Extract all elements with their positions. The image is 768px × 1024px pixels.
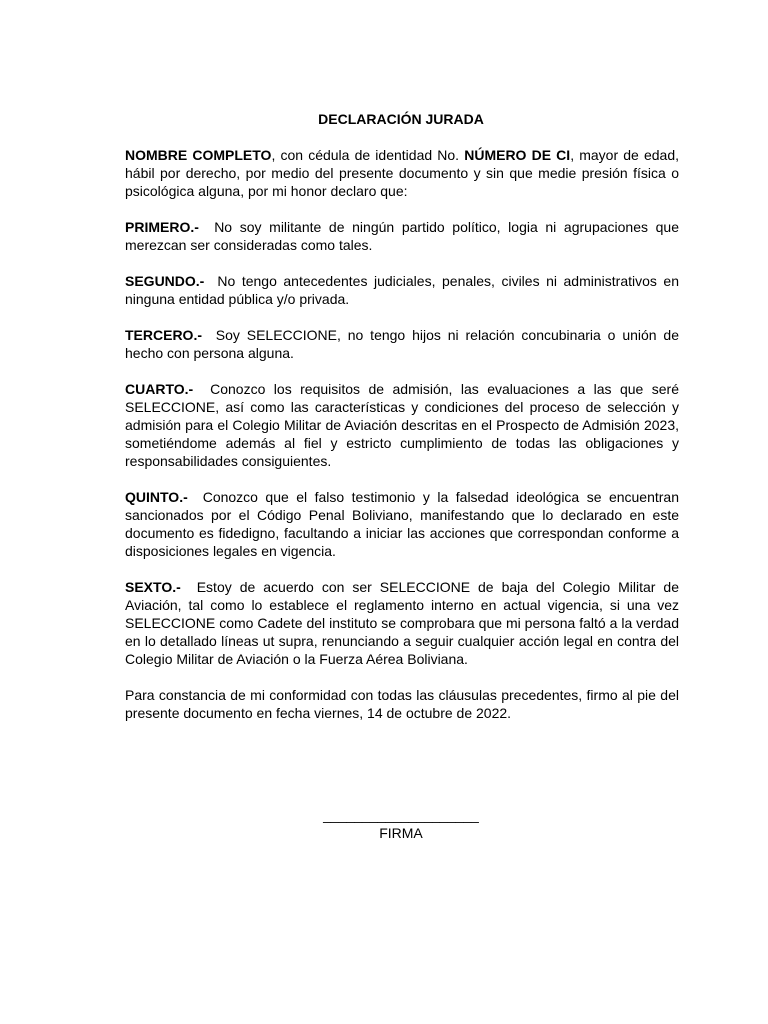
- document-title: DECLARACIÓN JURADA: [318, 111, 484, 127]
- clause-sexto: [125, 578, 679, 668]
- name-placeholder: NOMBRE COMPLETO: [125, 147, 272, 163]
- clause-primero: [125, 218, 679, 254]
- clause-label: PRIMERO.-: [125, 219, 199, 235]
- ci-placeholder: NÚMERO DE CI: [464, 147, 571, 163]
- clause-text: Soy SELECCIONE, no tengo hijos ni relación concubinaria o unión de hecho con persona alguna.: [125, 327, 680, 361]
- clause-text: Conozco los requisitos de admisión, las evaluaciones a las que seré SELECCIONE, así como las características y condiciones del proceso de selección y admisión para el Colegio Militar de Aviación descritas en el Prospecto de Admisión 2023, sometiéndome además al fiel y estricto cumplimiento de todas las obligaciones y responsabilidades consiguientes.: [125, 381, 680, 469]
- clause-label: SEGUNDO.-: [125, 273, 205, 289]
- signature-label: FIRMA: [379, 825, 423, 841]
- clause-label: QUINTO.-: [125, 489, 188, 505]
- clause-text: No tengo antecedentes judiciales, penales, civiles ni administrativos en ninguna entidad pública y/o privada.: [125, 273, 679, 307]
- clause-label: CUARTO.-: [125, 381, 194, 397]
- signature-line: ____________________: [323, 807, 479, 823]
- clause-cuarto: [125, 380, 679, 470]
- closing-paragraph: Para constancia de mi conformidad con todas las cláusulas precedentes, firmo al pie del presente documento en fecha viernes, 14 de octubre de 2022.: [125, 687, 679, 721]
- intro-paragraph: [125, 146, 679, 200]
- intro-text-a: , con cédula de identidad No.: [271, 147, 465, 163]
- document-body: [125, 146, 679, 740]
- clause-tercero: [125, 326, 679, 362]
- clause-text: Conozco que el falso testimonio y la falsedad ideológica se encuentran sancionados por el Código Penal Boliviano, manifestando que lo declarado en este documento es fidedigno, facultando a iniciar las acciones que correspondan conforme a disposiciones legales en vigencia.: [125, 489, 679, 559]
- clause-label: SEXTO.-: [125, 579, 181, 595]
- intro-text-b: , mayor de edad, hábil por derecho, por medio del presente documento y sin que medie presión física o psicológica alguna, por mi honor declaro que:: [125, 147, 680, 199]
- clause-label: TERCERO.-: [125, 327, 202, 343]
- clause-text: Estoy de acuerdo con ser SELECCIONE de baja del Colegio Militar de Aviación, tal como lo establece el reglamento interno en actual vigencia, si una vez SELECCIONE como Cadete del instituto se comprobara que mi persona faltó a la verdad en lo detallado líneas ut supra, renunciando a seguir cualquier acción legal en contra del Colegio Militar de Aviación o la Fuerza Aérea Boliviana.: [125, 579, 679, 667]
- clause-segundo: [125, 272, 679, 308]
- clause-quinto: [125, 488, 679, 560]
- signature-block: [0, 806, 768, 842]
- clause-text: No soy militante de ningún partido político, logia ni agrupaciones que merezcan ser consideradas como tales.: [125, 219, 679, 253]
